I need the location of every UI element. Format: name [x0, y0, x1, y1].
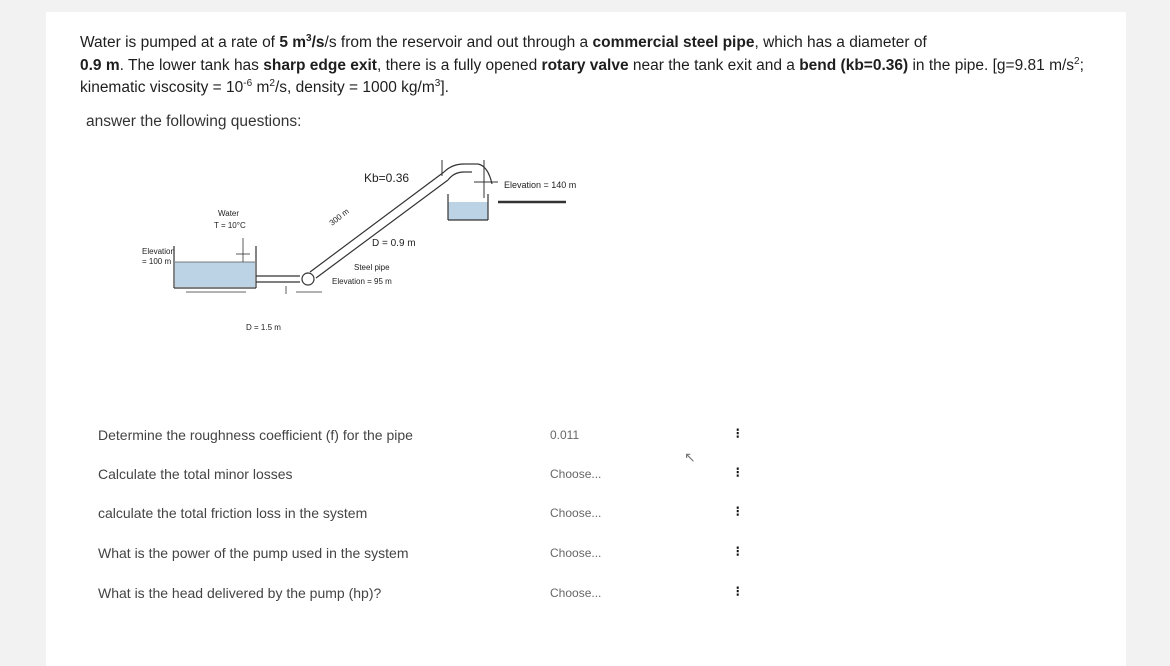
problem-text: ; kinematic viscosity = 10: [80, 56, 1084, 96]
flow-rate: 5 m: [279, 34, 307, 51]
elevation-left-label: Elevation: [142, 247, 175, 256]
question-row-friction-loss: [98, 503, 740, 529]
question-text: What is the power of the pump used in the system: [98, 545, 409, 561]
elevation-left-value: = 100 m: [142, 257, 172, 266]
problem-text: near the tank exit and a: [628, 56, 800, 74]
problem-text: Water is pumped at a rate of: [80, 34, 280, 51]
elevation-pump-label: Elevation = 95 m: [332, 277, 392, 286]
water-label: Water: [218, 209, 240, 218]
pipe-length-label: 300 m: [327, 206, 351, 228]
answer-select-pump-power[interactable]: [550, 542, 750, 566]
pipe-diameter-label: D = 0.9 m: [372, 238, 416, 249]
selected-value: Choose...: [550, 546, 602, 560]
answer-select-minor-losses[interactable]: [550, 463, 750, 487]
tank-diameter-label: D = 1.5 m: [246, 323, 281, 332]
selected-value: 0.011: [550, 428, 580, 442]
upper-tank: [448, 160, 566, 220]
question-text: What is the head delivered by the pump (hp)?: [98, 585, 382, 601]
select-arrow-icon: ⁝: [735, 503, 740, 519]
question-sheet: [46, 12, 1126, 666]
select-arrow-icon: ⁝: [735, 583, 740, 599]
question-row-pump-head: [98, 583, 740, 609]
g-sup: 2: [1074, 55, 1080, 67]
temperature-label: T = 10°C: [214, 221, 246, 230]
problem-text: ].: [440, 79, 449, 96]
answer-select-pump-head[interactable]: [550, 582, 750, 606]
problem-text: m: [252, 79, 270, 96]
flow-rate-sup: 3: [306, 32, 312, 44]
answer-select-friction-factor[interactable]: [550, 424, 750, 448]
question-text: Calculate the total minor losses: [98, 466, 293, 482]
select-arrow-icon: ⁝: [735, 425, 740, 441]
kb-label: Kb=0.36: [364, 171, 410, 185]
answer-select-friction-loss[interactable]: [550, 502, 750, 526]
problem-statement: Water is pumped at a rate of 5 $m^3/s/s$ from the reservoir and out through a commercial steel pipe, which has a diameter of 0.9 m. The lower tank has sharp edge exit, there is a fully opened rotary valve near the tank exit and a bend (kb=0.36) in the pipe. [g=9.81 $m/s^2$; kinematic viscosity = $10^{-6}$ $m^2/s$, density = 1000 $kg/m^3$].: [80, 32, 1084, 96]
question-row-pump-power: [98, 543, 740, 569]
answer-prompt: answer the following questions:: [86, 113, 302, 130]
question-row-friction-factor: [98, 425, 740, 451]
bend-value: bend (kb=0.36): [799, 56, 909, 74]
question-row-minor-losses: [98, 464, 740, 490]
problem-text: , which has a diameter of: [754, 34, 927, 51]
problem-text: /s, density = 1000 kg/m: [274, 79, 435, 96]
problem-text: in the pipe. [g=9.81 m/s: [908, 56, 1075, 74]
select-arrow-icon: ⁝: [735, 543, 740, 559]
exit-type: sharp edge exit: [263, 56, 377, 74]
elevation-top-label: Elevation = 140 m: [504, 180, 577, 190]
problem-text: . The lower tank has: [119, 56, 264, 74]
selected-value: Choose...: [550, 586, 602, 600]
density-sup: 3: [434, 77, 441, 89]
problem-text: /s from the reservoir and out through a: [324, 34, 593, 51]
problem-text: , there is a fully opened: [376, 56, 542, 74]
pipe-system-diagram: [96, 158, 636, 338]
mouse-cursor-icon: ↖: [684, 449, 696, 465]
valve-type: rotary valve: [541, 56, 629, 74]
lower-tank: [174, 238, 256, 292]
question-text: calculate the total friction loss in the system: [98, 505, 368, 521]
steel-pipe-label: Steel pipe: [354, 263, 390, 272]
pipe-type: commercial steel pipe: [592, 34, 755, 51]
diameter-value: 0.9 m: [80, 56, 120, 74]
select-arrow-icon: ⁝: [735, 464, 740, 480]
visc-unit-sup: 2: [269, 77, 275, 89]
question-text: Determine the roughness coefficient (f) for the pipe: [98, 427, 413, 443]
selected-value: Choose...: [550, 506, 602, 520]
visc-sup: -6: [243, 77, 253, 89]
selected-value: Choose...: [550, 467, 602, 481]
